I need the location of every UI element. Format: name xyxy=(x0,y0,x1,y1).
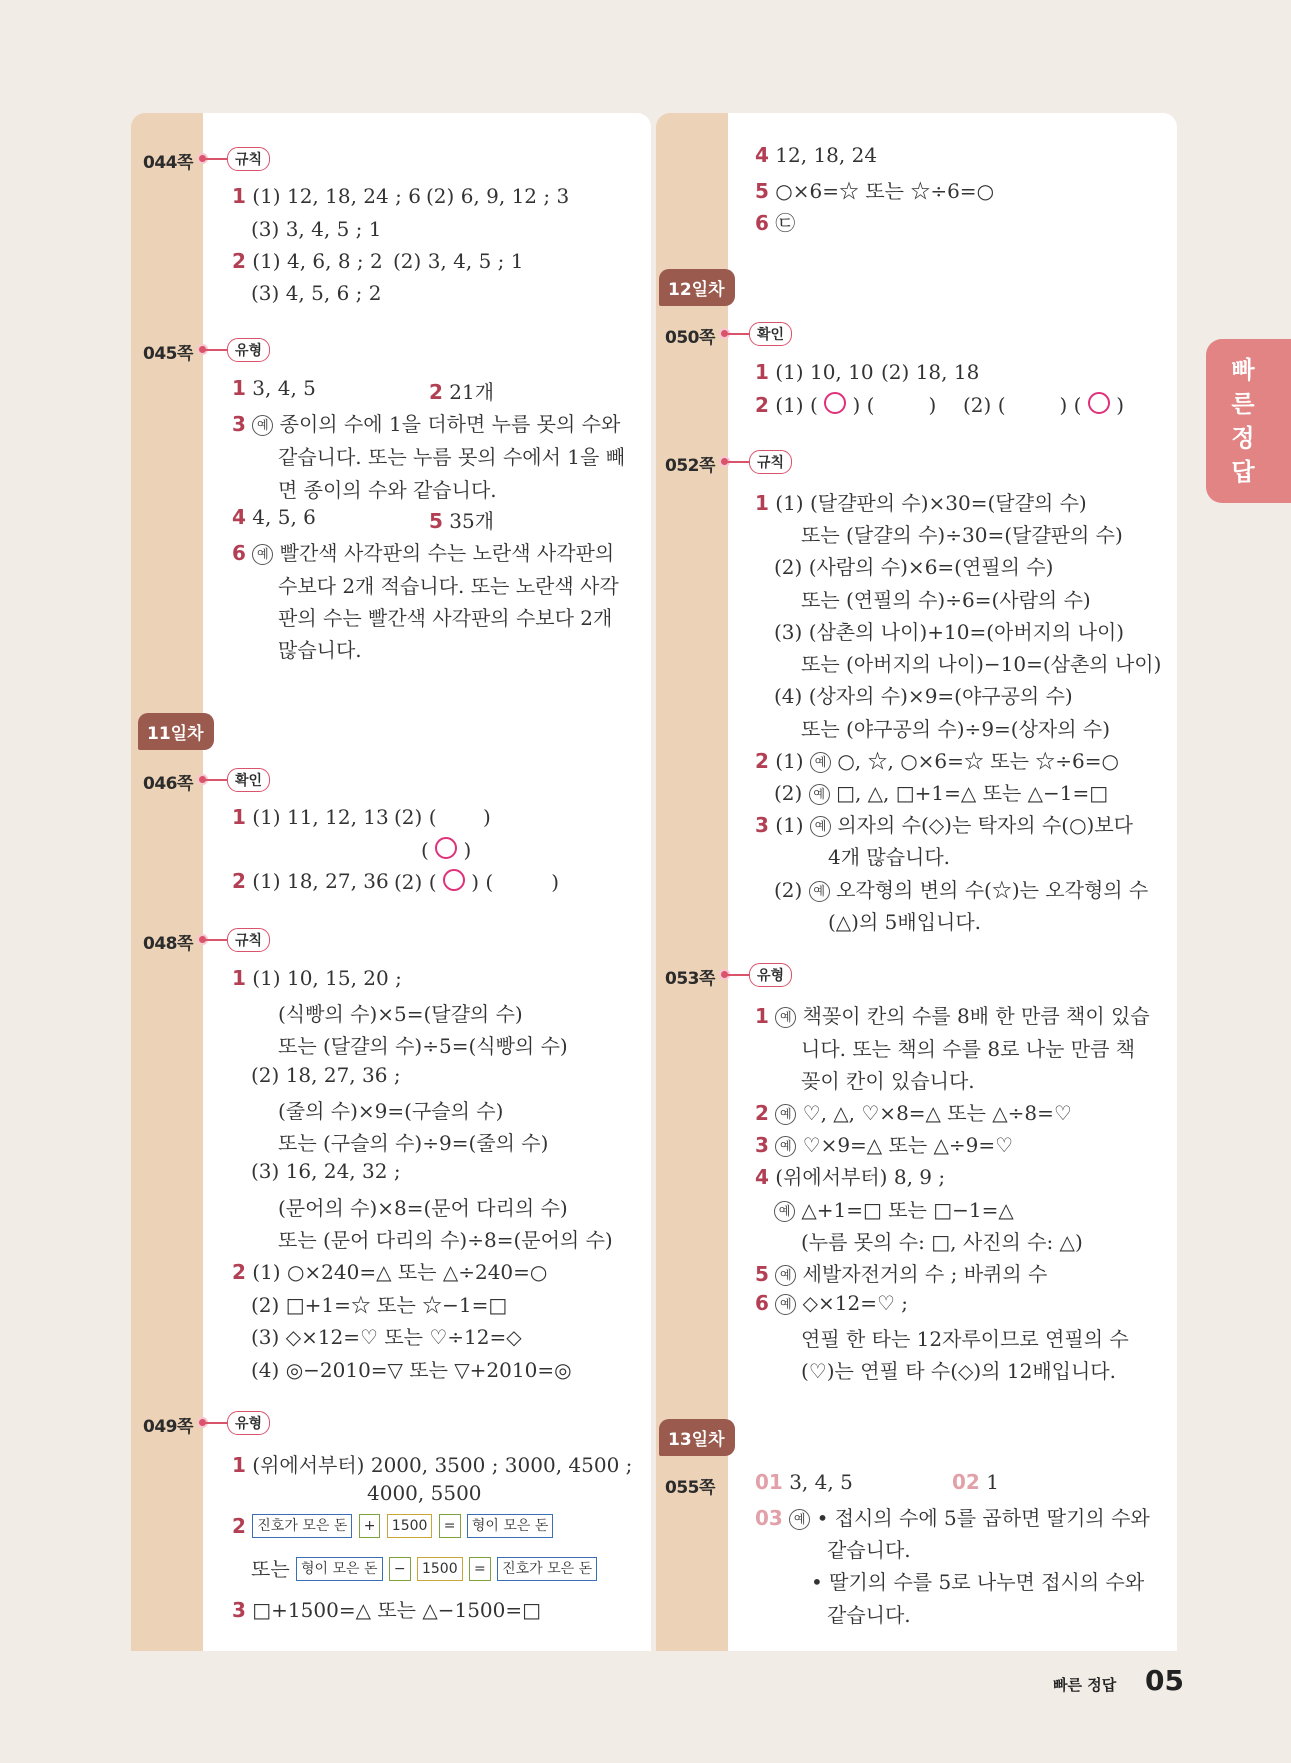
answer-line: 같습니다. 또는 누름 못의 수에서 1을 빼 xyxy=(278,445,626,469)
connector-line xyxy=(205,939,227,941)
answer-line: • 딸기의 수를 5로 나누면 접시의 수와 xyxy=(811,1570,1145,1594)
answer-line: (2) 18, 18 xyxy=(881,360,980,384)
right-column xyxy=(656,113,1177,1651)
answer-line: 1 (1) (달걀판의 수)×30=(달걀의 수) xyxy=(755,491,1087,515)
example-mark: 예 xyxy=(775,1294,796,1315)
answer-line: 01 3, 4, 5 xyxy=(755,1470,853,1494)
page-ref-050: 050쪽 xyxy=(665,328,715,348)
side-tab-label: 빠른정답 xyxy=(1231,356,1255,486)
answer-line: ) xyxy=(483,805,491,829)
answer-line: 1 (1) 10, 15, 20 ; xyxy=(232,966,402,990)
answer-line: 4 4, 5, 6 xyxy=(232,505,316,529)
answer-line: (문어의 수)×8=(문어 다리의 수) xyxy=(278,1196,568,1220)
answer-line: 6 ㉢ xyxy=(755,211,796,235)
answer-line: 5 예 세발자전거의 수 ; 바퀴의 수 xyxy=(755,1262,1048,1286)
box-number: 1500 xyxy=(387,1514,433,1538)
tag-type: 유형 xyxy=(227,1411,270,1435)
answer-line: (△)의 5배입니다. xyxy=(828,910,982,934)
tag-type: 유형 xyxy=(227,338,270,362)
example-mark: 예 xyxy=(775,1007,796,1028)
answer-line: 4 (위에서부터) 8, 9 ; xyxy=(755,1165,946,1189)
box-jinho-money: 진호가 모은 돈 xyxy=(497,1557,597,1581)
page-ref-044: 044쪽 xyxy=(143,153,193,173)
answer-line: 5 35개 xyxy=(429,509,495,533)
box-brother-money: 형이 모은 돈 xyxy=(467,1514,554,1538)
example-mark: 예 xyxy=(810,816,831,837)
page-ref-045: 045쪽 xyxy=(143,344,193,364)
answer-line: 3 예 종이의 수에 1을 더하면 누름 못의 수와 xyxy=(232,412,621,436)
answer-line: 수보다 2개 적습니다. 또는 노란색 사각 xyxy=(278,574,619,598)
answer-line: (3) 16, 24, 32 ; xyxy=(251,1159,401,1183)
answer-line: (2) 예 □, △, □+1=△ 또는 △−1=□ xyxy=(774,781,1109,805)
answer-line: (2) (사람의 수)×6=(연필의 수) xyxy=(774,555,1054,579)
example-mark: 예 xyxy=(775,1136,796,1157)
answer-line: 니다. 또는 책의 수를 8로 나눈 만큼 책 xyxy=(801,1037,1136,1061)
connector-line xyxy=(205,1422,227,1424)
answer-line: 2 (1) 예 ○, ☆, ○×6=☆ 또는 ☆÷6=○ xyxy=(755,749,1119,773)
answer-line: 예 △+1=□ 또는 □−1=△ xyxy=(774,1194,1014,1223)
answer-line: (4) ◎−2010=▽ 또는 ▽+2010=◎ xyxy=(251,1358,572,1382)
answer-line: 또는 (야구공의 수)÷9=(상자의 수) xyxy=(801,717,1111,741)
answer-line: 1 3, 4, 5 xyxy=(232,376,316,400)
answer-line: 03 예 • 접시의 수에 5를 곱하면 딸기의 수와 xyxy=(755,1506,1150,1530)
box-brother-money: 형이 모은 돈 xyxy=(296,1557,383,1581)
tag-check: 확인 xyxy=(227,768,270,792)
answer-line: (2) ( ) ( ) xyxy=(394,870,559,894)
tag-type: 유형 xyxy=(749,963,792,987)
answer-line: (♡)는 연필 타 수(◇)의 12배입니다. xyxy=(801,1359,1116,1383)
example-mark: 예 xyxy=(252,415,273,436)
tag-rule: 규칙 xyxy=(749,450,792,474)
page-number: 05 xyxy=(1145,1664,1184,1697)
answer-line: ( ) xyxy=(421,838,472,862)
answer-line: (4) (상자의 수)×9=(야구공의 수) xyxy=(774,684,1073,708)
answer-line: 판의 수는 빨간색 사각판의 수보다 2개 xyxy=(278,606,613,630)
answer-line: 4000, 5500 xyxy=(367,1481,482,1505)
example-mark: 예 xyxy=(775,1104,796,1125)
answer-line: (2) ( xyxy=(394,805,437,829)
formula-boxes-2: 또는 형이 모은 돈 − 1500 = 진호가 모은 돈 xyxy=(251,1553,597,1582)
answer-line: 면 종이의 수와 같습니다. xyxy=(278,478,497,502)
answer-line: (3) (삼촌의 나이)+10=(아버지의 나이) xyxy=(774,620,1125,644)
day-badge-12: 12일차 xyxy=(659,269,735,306)
answer-line: 6 예 ◇×12=♡ ; xyxy=(755,1291,909,1315)
page-ref-049: 049쪽 xyxy=(143,1417,193,1437)
page-ref-053: 053쪽 xyxy=(665,969,715,989)
answer-line: 또는 (연필의 수)÷6=(사람의 수) xyxy=(801,588,1091,612)
tag-check: 확인 xyxy=(749,322,792,346)
formula-boxes-1: 2 진호가 모은 돈 + 1500 = 형이 모은 돈 xyxy=(232,1514,553,1538)
answer-line: 또는 (달걀의 수)÷5=(식빵의 수) xyxy=(278,1034,568,1058)
circle-mark xyxy=(435,837,457,859)
answer-line: 2 21개 xyxy=(429,380,495,404)
answer-line: 2 (1) 4, 6, 8 ; 2 xyxy=(232,249,383,273)
answer-line: (2) □+1=☆ 또는 ☆−1=□ xyxy=(251,1293,508,1317)
footer-label: 빠른 정답 xyxy=(1053,1676,1117,1694)
connector-line xyxy=(205,158,227,160)
answer-line: (줄의 수)×9=(구슬의 수) xyxy=(278,1099,504,1123)
answer-line: 1 예 책꽂이 칸의 수를 8배 한 만큼 책이 있습 xyxy=(755,1004,1150,1028)
answer-line: 4개 많습니다. xyxy=(828,845,951,869)
answer-line: 또는 (아버지의 나이)−10=(삼촌의 나이) xyxy=(801,652,1162,676)
connector-line xyxy=(727,461,749,463)
answer-line: 꽂이 칸이 있습니다. xyxy=(801,1069,975,1093)
box-equals: = xyxy=(469,1557,491,1581)
circle-mark xyxy=(443,869,465,891)
answer-line: 3 □+1500=△ 또는 △−1500=□ xyxy=(232,1598,542,1622)
circle-mark xyxy=(1088,392,1110,414)
answer-line: 2 (1) ( ) ( ) (2) ( ) ( ) xyxy=(755,393,1124,417)
tag-rule: 규칙 xyxy=(227,928,270,952)
example-mark: 예 xyxy=(810,752,831,773)
answer-line: 1 (1) 11, 12, 13 xyxy=(232,805,389,829)
answer-line: 2 예 ♡, △, ♡×8=△ 또는 △÷8=♡ xyxy=(755,1101,1072,1125)
connector-line xyxy=(727,974,749,976)
page-ref-055: 055쪽 xyxy=(665,1478,715,1498)
day-badge-11: 11일차 xyxy=(138,713,214,750)
answer-line: (2) 예 오각형의 변의 수(☆)는 오각형의 수 xyxy=(774,878,1149,902)
answer-line: 2 (1) ○×240=△ 또는 △÷240=○ xyxy=(232,1260,548,1284)
answer-line: (3) ◇×12=♡ 또는 ♡÷12=◇ xyxy=(251,1325,522,1349)
box-equals: = xyxy=(439,1514,461,1538)
box-number: 1500 xyxy=(417,1557,463,1581)
answer-line: 3 예 ♡×9=△ 또는 △÷9=♡ xyxy=(755,1133,1014,1157)
answer-line: 1 (1) 10, 10 xyxy=(755,360,874,384)
answer-line: 1 (1) 12, 18, 24 ; 6 xyxy=(232,184,421,208)
circle-mark xyxy=(824,392,846,414)
answer-line: 2 (1) 18, 27, 36 xyxy=(232,869,389,893)
answer-line: 또는 (달걀의 수)÷30=(달걀판의 수) xyxy=(801,523,1123,547)
answer-line: 4 12, 18, 24 xyxy=(755,143,878,167)
answer-line: (3) 4, 5, 6 ; 2 xyxy=(251,281,382,305)
answer-line: (누름 못의 수: □, 사진의 수: △) xyxy=(801,1230,1083,1254)
answer-line: (식빵의 수)×5=(달걀의 수) xyxy=(278,1002,523,1026)
example-mark: 예 xyxy=(809,784,830,805)
example-mark: 예 xyxy=(775,1265,796,1286)
answer-line: 같습니다. xyxy=(827,1538,911,1562)
answer-line: 1 (위에서부터) 2000, 3500 ; 3000, 4500 ; xyxy=(232,1453,633,1477)
answer-line: (3) 3, 4, 5 ; 1 xyxy=(251,217,382,241)
answer-line: 또는 (구슬의 수)÷9=(줄의 수) xyxy=(278,1131,549,1155)
example-mark: 예 xyxy=(789,1509,810,1530)
answer-line: (2) 3, 4, 5 ; 1 xyxy=(393,249,524,273)
quick-answer-side-tab xyxy=(1206,339,1291,503)
connector-line xyxy=(205,779,227,781)
answer-line: 많습니다. xyxy=(278,638,362,662)
answer-line: (2) 6, 9, 12 ; 3 xyxy=(426,184,570,208)
page-ref-046: 046쪽 xyxy=(143,774,193,794)
answer-line: 같습니다. xyxy=(827,1603,911,1627)
answer-line: 02 1 xyxy=(952,1470,999,1494)
answer-line: (2) 18, 27, 36 ; xyxy=(251,1063,401,1087)
left-column xyxy=(131,113,651,1651)
connector-line xyxy=(727,333,749,335)
answer-line: 연필 한 타는 12자루이므로 연필의 수 xyxy=(801,1327,1129,1351)
answer-line: 또는 (문어 다리의 수)÷8=(문어의 수) xyxy=(278,1228,613,1252)
answer-line: 5 ○×6=☆ 또는 ☆÷6=○ xyxy=(755,179,995,203)
connector-line xyxy=(205,349,227,351)
box-operator: − xyxy=(389,1557,411,1581)
example-mark: 예 xyxy=(774,1201,795,1222)
example-mark: 예 xyxy=(252,544,273,565)
tag-rule: 규칙 xyxy=(227,147,270,171)
answer-line: 6 예 빨간색 사각판의 수는 노란색 사각판의 xyxy=(232,541,615,565)
example-mark: 예 xyxy=(809,881,830,902)
day-badge-13: 13일차 xyxy=(659,1419,735,1456)
box-jinho-money: 진호가 모은 돈 xyxy=(252,1514,352,1538)
page-ref-048: 048쪽 xyxy=(143,934,193,954)
answer-line: 3 (1) 예 의자의 수(◇)는 탁자의 수(○)보다 xyxy=(755,813,1133,837)
page-ref-052: 052쪽 xyxy=(665,456,715,476)
box-operator: + xyxy=(359,1514,381,1538)
